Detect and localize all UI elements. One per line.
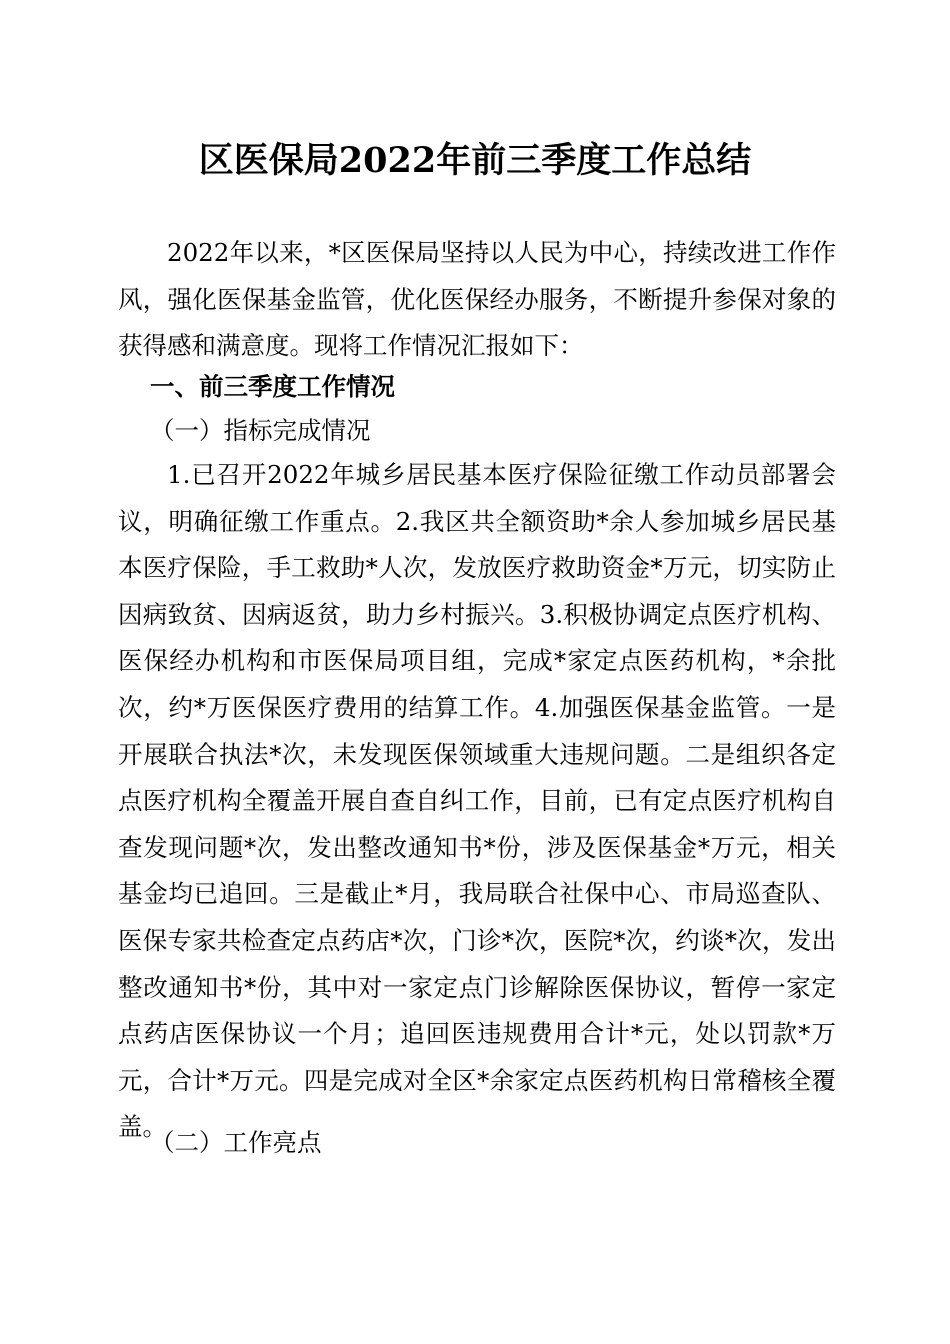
intro-paragraph: 2022年以来，*区医保局坚持以人民为中心，持续改进工作作风，强化医保基金监管，优化医保经办服务，不断提升参保对象的获得感和满意度。现将工作情况汇报如下：: [118, 238, 836, 361]
document-title: 区医保局2022年前三季度工作总结: [198, 140, 752, 181]
subsection-heading-1: （一）指标完成情况: [150, 416, 371, 445]
section-heading-1: 一、前三季度工作情况: [150, 372, 395, 401]
subsection-heading-2: （二）工作亮点: [150, 1128, 322, 1157]
body-paragraph-1: 1.已召开2022年城乡居民基本医疗保险征缴工作动员部署会议，明确征缴工作重点。2.我区共全额资助*余人参加城乡居民基本医疗保险，手工救助*人次，发放医疗救助资金*万元，切实防止因病致贫、因病返贫，助力乡村振兴。3.积极协调定点医疗机构、医保经办机构和市医保局项目组，完成*家定点医药机构，*余批次，约*万医保医疗费用的结算工作。4.加强医保基金监管。一是开展联合执法*次，未发现医保领域重大违规问题。二是组织各定点医疗机构全覆盖开展自查自纠工作，目前，已有定点医疗机构自查发现问题*次，发出整改通知书*份，涉及医保基金*万元，相关基金均已追回。三是截止*月，我局联合社保中心、市局巡查队、医保专家共检查定点药店*次，门诊*次，医院*次，约谈*次，发出整改通知书*份，其中对一家定点门诊解除医保协议，暂停一家定点药店医保协议一个月；追回医违规费用合计*元，处以罚款*万元，合计*万元。四是完成对全区*余家定点医药机构日常稽核全覆盖。: [118, 460, 836, 1142]
